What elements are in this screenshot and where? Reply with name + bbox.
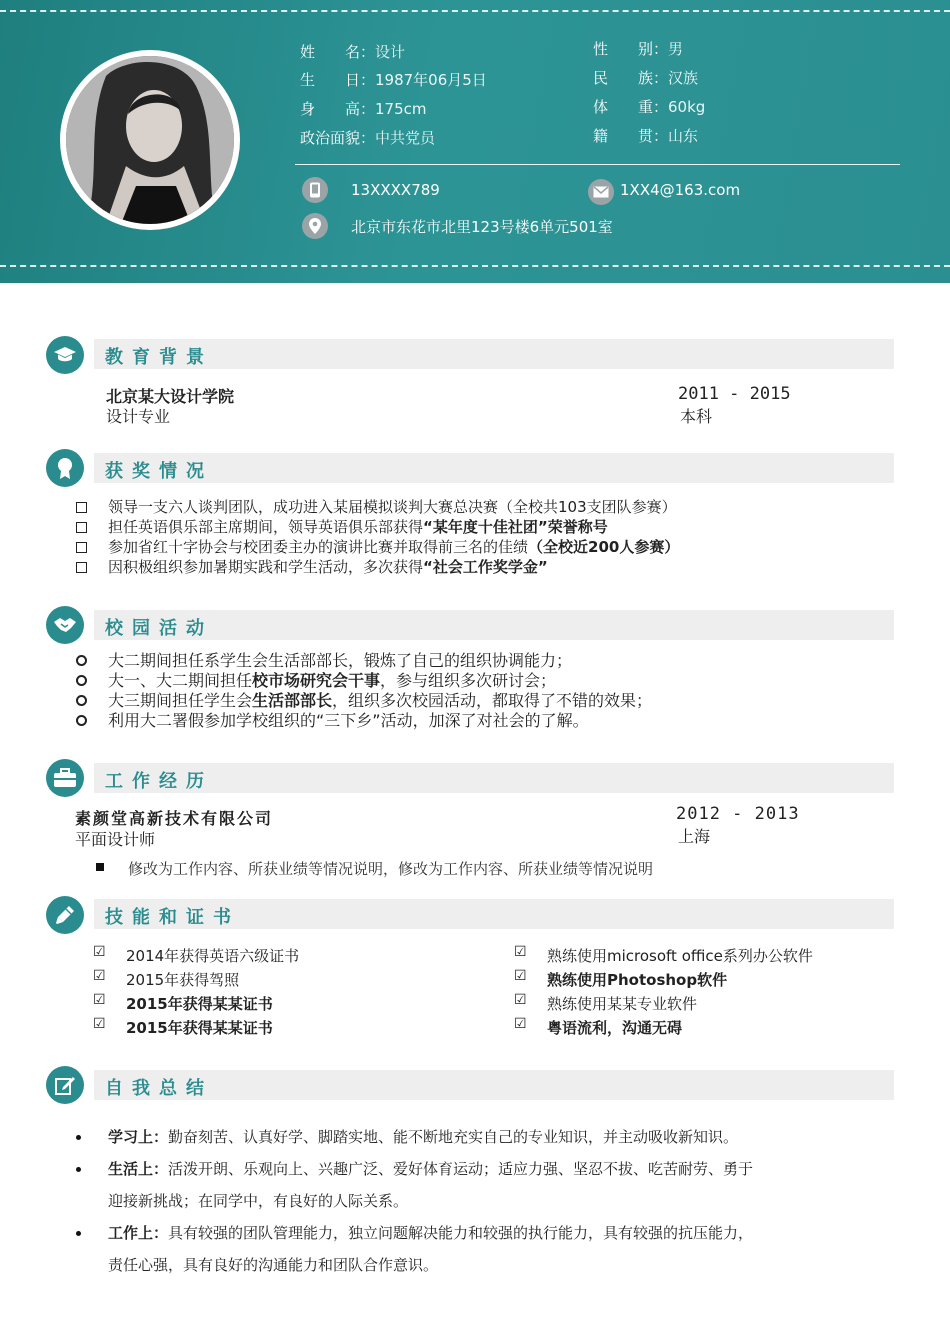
skill-item: 2015年获得某某证书 <box>126 995 273 1013</box>
education-years: 2011 - 2015 <box>678 384 791 404</box>
skill-item: 熟练使用某某专业软件 <box>547 995 698 1013</box>
edit-note-icon <box>46 1066 84 1104</box>
award-highlight: “社会工作奖学金” <box>423 558 548 576</box>
info-height <box>300 98 427 119</box>
header-dashed-line-bottom <box>0 265 950 267</box>
info-value: 汉族 <box>668 69 699 87</box>
header-banner <box>0 0 950 283</box>
location-pin-icon <box>302 213 328 239</box>
award-item <box>108 516 608 537</box>
info-label: 籍 贯： <box>593 127 669 145</box>
campus-title-bar <box>94 610 894 640</box>
checkbox-icon: ☑ <box>93 992 106 1008</box>
list-bullet <box>76 542 87 553</box>
phone-icon <box>302 177 328 203</box>
checkbox-icon: ☑ <box>514 944 527 960</box>
info-label: 政治面貌： <box>300 129 376 147</box>
info-label: 姓 名： <box>300 43 376 61</box>
campus-text: 大一、大二期间担任 <box>108 671 253 690</box>
info-value: 山东 <box>668 127 699 145</box>
campus-text: 大三期间担任学生会 <box>108 691 253 710</box>
skill-item: 粤语流利，沟通无碍 <box>547 1019 683 1037</box>
list-bullet <box>76 655 87 666</box>
campus-text: ，组织多次校园活动，都取得了不错的效果； <box>332 691 653 710</box>
education-major: 设计专业 <box>106 407 171 426</box>
header-dashed-line-top <box>0 10 950 12</box>
work-title: 工作经历 <box>105 771 213 792</box>
list-bullet <box>76 675 87 686</box>
phone-number: 13XXXX789 <box>351 181 440 199</box>
campus-highlight: 校市场研究会干事 <box>252 671 381 690</box>
info-ethnicity <box>593 67 698 88</box>
avatar <box>66 56 234 224</box>
info-value: 175cm <box>375 100 427 118</box>
award-item <box>108 496 677 517</box>
skill-item: 熟练使用Photoshop软件 <box>547 971 728 989</box>
checkbox-icon: ☑ <box>514 968 527 984</box>
education-title-bar <box>94 339 894 369</box>
info-gender <box>593 38 683 59</box>
awards-title-bar <box>94 453 894 483</box>
campus-item <box>108 708 589 731</box>
checkbox-icon: ☑ <box>514 992 527 1008</box>
handshake-icon <box>46 606 84 644</box>
info-value: 60kg <box>668 98 706 116</box>
address: 北京市东花市北里123号楼6单元501室 <box>351 218 613 236</box>
list-bullet <box>76 695 87 706</box>
summary-label: 生活上： <box>108 1160 169 1178</box>
education-school: 北京某大设计学院 <box>106 387 235 406</box>
info-weight <box>593 96 705 117</box>
summary-life-continued: 迎接新挑战；在同学中，有良好的人际关系。 <box>108 1192 409 1210</box>
list-bullet <box>76 715 87 726</box>
summary-life <box>108 1158 753 1179</box>
work-title-bar <box>94 763 894 793</box>
work-years: 2012 - 2013 <box>676 804 800 824</box>
work-position: 平面设计师 <box>75 830 156 849</box>
award-text: 参加省红十字协会与校团委主办的演讲比赛并取得前三名的佳绩 <box>108 538 529 556</box>
summary-title: 自我总结 <box>105 1078 213 1099</box>
checkbox-icon: ☑ <box>93 1016 106 1032</box>
info-label: 民 族： <box>593 69 669 87</box>
award-text: 领导一支六人谈判团队，成功进入某届模拟谈判大赛总决赛（全校共103支团队参赛） <box>108 498 677 516</box>
summary-work <box>108 1222 753 1243</box>
info-label: 生 日： <box>300 71 376 89</box>
award-item <box>108 556 548 577</box>
info-label: 身 高： <box>300 100 376 118</box>
skills-title: 技能和证书 <box>105 907 240 928</box>
summary-label: 学习上： <box>108 1128 169 1146</box>
summary-text: 勤奋刻苦、认真好学、脚踏实地、能不断地充实自己的专业知识，并主动吸收新知识。 <box>168 1128 739 1146</box>
skill-item: 2015年获得某某证书 <box>126 1019 273 1037</box>
graduation-cap-icon <box>46 336 84 374</box>
list-bullet <box>76 1231 81 1236</box>
work-company: 素颜堂高新技术有限公司 <box>75 809 274 828</box>
summary-label: 工作上： <box>108 1224 169 1242</box>
info-value: 1987年06月5日 <box>375 71 487 89</box>
header-divider <box>295 164 900 165</box>
award-text: 担任英语俱乐部主席期间，领导英语俱乐部获得 <box>108 518 424 536</box>
info-label: 性 别： <box>593 40 669 58</box>
skill-item: 2015年获得驾照 <box>126 971 240 989</box>
certificate-pen-icon <box>46 896 84 934</box>
skill-item: 熟练使用microsoft office系列办公软件 <box>547 947 813 965</box>
list-bullet <box>96 863 104 871</box>
checkbox-icon: ☑ <box>514 1016 527 1032</box>
info-hometown <box>593 125 698 146</box>
award-medal-icon <box>46 449 84 487</box>
summary-text: 活泼开朗、乐观向上、兴趣广泛、爱好体育运动；适应力强、坚忍不拔、吃苦耐劳、勇于 <box>168 1160 754 1178</box>
info-birthday <box>300 69 487 90</box>
work-detail: 修改为工作内容、所获业绩等情况说明，修改为工作内容、所获业绩等情况说明 <box>128 860 654 878</box>
skill-item: 2014年获得英语六级证书 <box>126 947 300 965</box>
work-location: 上海 <box>678 827 711 846</box>
campus-text: 大二期间担任系学生会生活部部长，锻炼了自己的组织协调能力； <box>108 651 573 670</box>
award-highlight: “某年度十佳社团”荣誉称号 <box>423 518 608 536</box>
email-address: 1XX4@163.com <box>620 181 741 199</box>
award-highlight: （全校近200人参赛） <box>528 538 680 556</box>
list-bullet <box>76 502 87 513</box>
list-bullet <box>76 1135 81 1140</box>
summary-text: 具有较强的团队管理能力，独立问题解决能力和较强的执行能力，具有较强的抗压能力， <box>168 1224 754 1242</box>
list-bullet <box>76 522 87 533</box>
summary-title-bar <box>94 1070 894 1100</box>
info-value: 中共党员 <box>375 129 436 147</box>
campus-title: 校园活动 <box>105 618 213 639</box>
checkbox-icon: ☑ <box>93 944 106 960</box>
checkbox-icon: ☑ <box>93 968 106 984</box>
info-value: 设计 <box>375 43 406 61</box>
email-icon <box>588 179 614 205</box>
education-title: 教育背景 <box>105 347 213 368</box>
award-text: 因积极组织参加暑期实践和学生活动，多次获得 <box>108 558 424 576</box>
award-item <box>108 536 679 557</box>
summary-work-continued: 责任心强，具有良好的沟通能力和团队合作意识。 <box>108 1256 439 1274</box>
list-bullet <box>76 1167 81 1172</box>
list-bullet <box>76 562 87 573</box>
info-political <box>300 127 435 148</box>
info-value: 男 <box>668 40 684 58</box>
briefcase-icon <box>46 759 84 797</box>
info-label: 体 重： <box>593 98 669 116</box>
campus-text: ，参与组织多次研讨会； <box>380 671 557 690</box>
summary-study <box>108 1126 738 1147</box>
education-degree: 本科 <box>680 407 713 426</box>
info-name <box>300 41 405 62</box>
awards-title: 获奖情况 <box>105 461 213 482</box>
campus-highlight: 生活部部长 <box>252 691 333 710</box>
campus-text: 利用大二署假参加学校组织的“三下乡”活动，加深了对社会的了解。 <box>108 711 589 730</box>
